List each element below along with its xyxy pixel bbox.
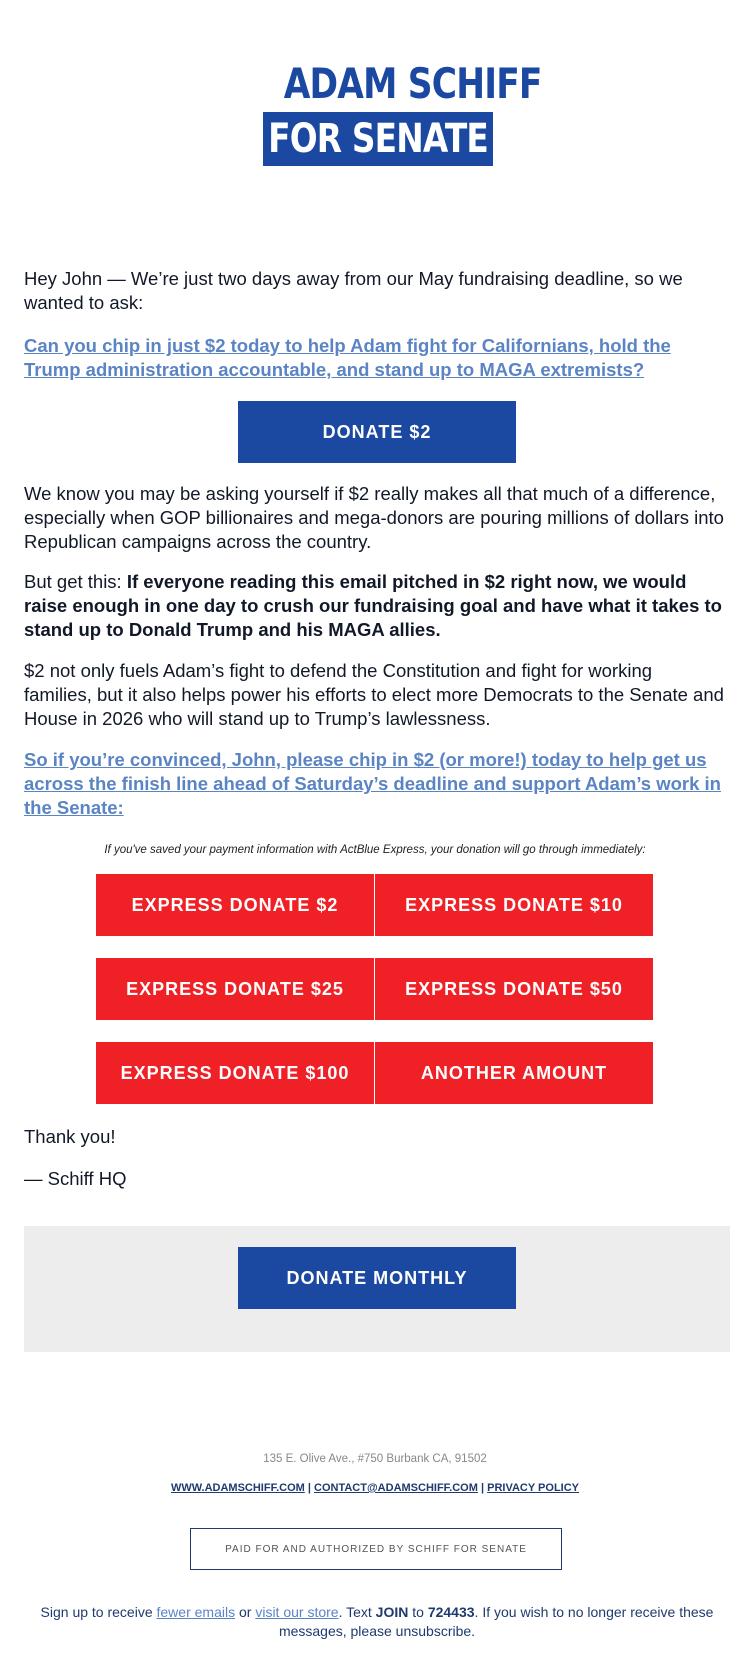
ask-paragraph	[24, 334, 724, 382]
donate-monthly-button[interactable]: DONATE MONTHLY	[238, 1247, 516, 1309]
link-separator: |	[480, 1482, 485, 1494]
privacy-link[interactable]: PRIVACY POLICY	[487, 1482, 579, 1494]
campaign-logo	[263, 59, 542, 166]
join-keyword: JOIN	[375, 1604, 409, 1620]
logo-banner	[263, 112, 493, 166]
logo-subtitle: FOR SENATE	[268, 116, 488, 162]
footer-signup-text	[24, 1603, 730, 1641]
signup-prefix: Sign up to receive	[40, 1604, 157, 1620]
paragraph-lead: But get this:	[24, 571, 127, 592]
another-amount-button[interactable]: ANOTHER AMOUNT	[375, 1042, 653, 1104]
fewer-emails-link[interactable]: fewer emails	[156, 1604, 236, 1620]
visit-store-link[interactable]: visit our store	[255, 1604, 339, 1620]
express-donate-50-button[interactable]: EXPRESS DONATE $50	[375, 958, 653, 1020]
express-donate-2-button[interactable]: EXPRESS DONATE $2	[96, 874, 374, 936]
body-paragraph-2	[24, 570, 724, 642]
convince-link[interactable]: So if you’re convinced, John, please chip in $2 (or more!) today to help get us across the finish line ahead of Saturday’s deadline and support Adam’s work in the Senate:	[24, 749, 721, 818]
donate-2-button[interactable]: DONATE $2	[238, 401, 516, 463]
express-donate-25-button[interactable]: EXPRESS DONATE $25	[96, 958, 374, 1020]
convince-paragraph	[24, 748, 724, 820]
express-donate-100-button[interactable]: EXPRESS DONATE $100	[96, 1042, 374, 1104]
signup-text: . Text	[338, 1604, 376, 1620]
thanks-text: Thank you!	[24, 1126, 116, 1147]
footer-address: 135 E. Olive Ave., #750 Burbank CA, 91502	[263, 1453, 487, 1465]
website-link[interactable]: WWW.ADAMSCHIFF.COM	[170, 1482, 305, 1494]
intro-paragraph: Hey John — We’re just two days away from our May fundraising deadline, so we wanted to ask:	[24, 268, 683, 313]
contact-link[interactable]: CONTACT@ADAMSCHIFF.COM	[314, 1482, 478, 1494]
body-paragraph-1: We know you may be asking yourself if $2 really makes all that much of a difference, especially when GOP billionaires and mega-donors are pouring millions of dollars into Republican campaigns across the country.	[24, 483, 724, 552]
signoff-text: — Schiff HQ	[24, 1168, 127, 1189]
signup-end: . If you wish to no longer receive these messages, please unsubscribe.	[278, 1604, 714, 1639]
body-paragraph-3: $2 not only fuels Adam’s fight to defend the Constitution and fight for working families, but it also helps power his efforts to elect more Democrats to the Senate and House in 2026 who will stand up to Trump’s lawlessness.	[24, 660, 724, 729]
footer-links	[0, 1482, 750, 1494]
express-note: If you've saved your payment information with ActBlue Express, your donation will go through immediately:	[104, 844, 646, 856]
signup-to: to	[408, 1604, 428, 1620]
ask-link[interactable]: Can you chip in just $2 today to help Adam fight for Californians, hold the Trump administration accountable, and stand up to MAGA extremists?	[24, 335, 671, 380]
short-code: 724433	[427, 1604, 475, 1620]
logo-name: ADAM SCHIFF	[283, 59, 542, 108]
link-separator: |	[307, 1482, 311, 1494]
express-donate-10-button[interactable]: EXPRESS DONATE $10	[375, 874, 653, 936]
paragraph-bold: If everyone reading this email pitched in $2 right now, we would raise enough in one day to crush our fundraising goal and have what it takes to stand up to Donald Trump and his MAGA allies.	[24, 571, 722, 640]
signup-or: or	[235, 1604, 256, 1620]
paid-for-disclaimer: PAID FOR AND AUTHORIZED BY SCHIFF FOR SENATE	[190, 1528, 562, 1570]
